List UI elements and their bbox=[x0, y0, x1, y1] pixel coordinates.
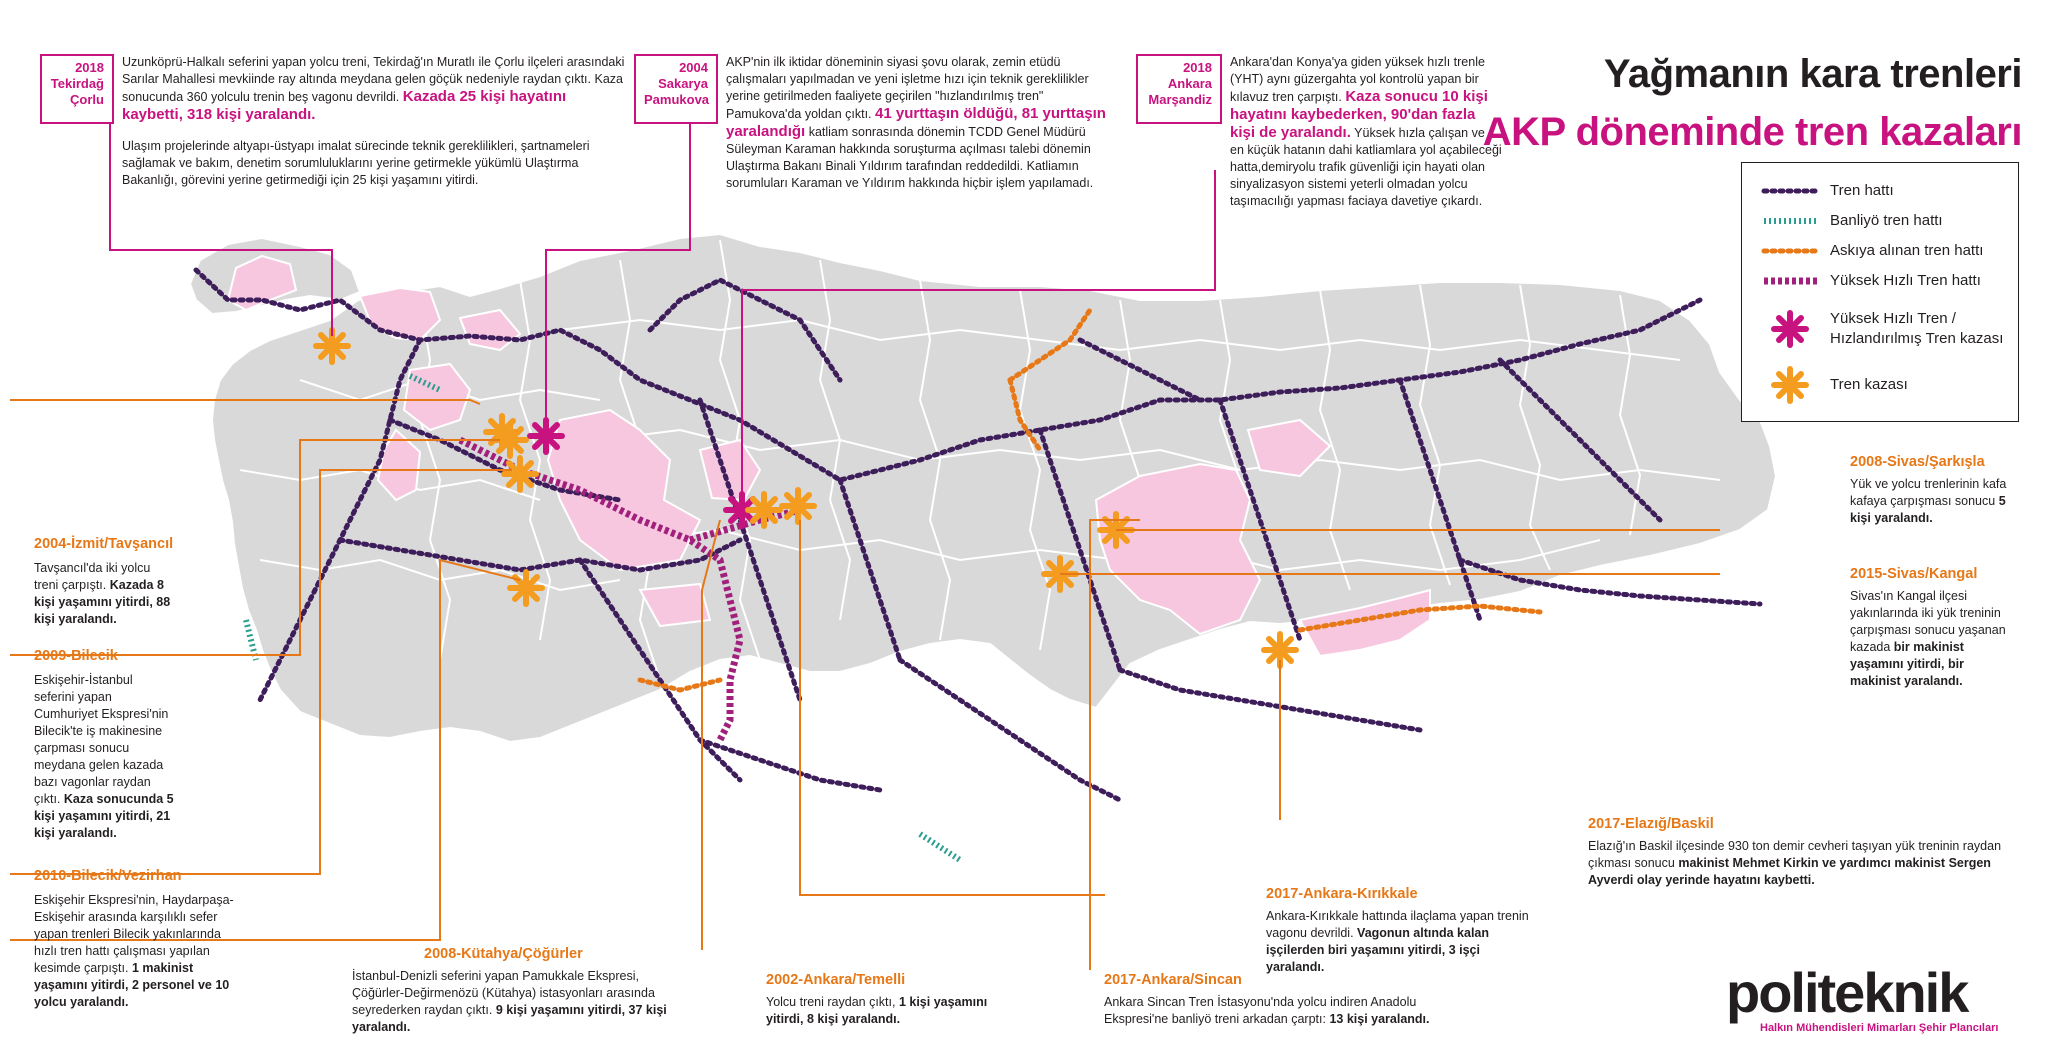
elazig-text bbox=[1588, 838, 2018, 889]
sarkisla-text bbox=[1850, 476, 2010, 527]
temelli-title: 2002-Ankara/Temelli bbox=[766, 972, 906, 988]
izmit-description: Tavşancıl'da iki yolcu treni çarpıştı. bbox=[34, 561, 151, 592]
kangal-title: 2015-Sivas/Kangal bbox=[1850, 566, 1978, 582]
brand-subtitle: Halkın Mühendisleri Mimarları Şehir Plancıları bbox=[1760, 1022, 1999, 1034]
callout-corlu-label bbox=[40, 54, 114, 124]
map-legend bbox=[1741, 162, 2019, 422]
elazig-casualties: makinist Mehmet Kirkin ve yardımcı makinist Sergen Ayverdi olay yerinde hayatını kaybetti. bbox=[1588, 856, 1991, 887]
legend-label-high-speed: Yüksek Hızlı Tren hattı bbox=[1830, 272, 1981, 289]
vezirhan-title: 2010-Bilecik/Vezirhan bbox=[34, 868, 182, 884]
legend-label-high-speed-accident-line2: Hızlandırılmış Tren kazası bbox=[1830, 330, 2004, 347]
accident-icon-bilecik bbox=[504, 458, 536, 490]
callout-pamukova-paragraph1: AKP'nin ilk iktidar döneminin siyasi şovu olarak, zemin etüdü çalışmaları yapılmadan ve yeni işletme hızı için teknik gereklilikler yerine getirilmeden faaliyete geçirilen "hızlandırılmış tren" Pamukova'da yoldan çıktı. bbox=[726, 55, 1089, 121]
sarkisla-description: Yük ve yolcu trenlerinin kafa kafaya çarpışması sonucu bbox=[1850, 477, 2007, 508]
callout-marsandiz-text bbox=[1230, 54, 1502, 210]
accident-icon bbox=[1774, 369, 1806, 401]
callout-marsandiz-place1: Ankara bbox=[1167, 76, 1212, 91]
sarkisla-casualties: 5 kişi yaralandı. bbox=[1850, 494, 2006, 525]
callout-marsandiz-place2: Marşandiz bbox=[1148, 92, 1212, 107]
izmit-casualties: Kazada 8 kişi yaşamını yitirdi, 88 kişi yaralandı. bbox=[34, 578, 171, 626]
sincan-casualties: 13 kişi yaralandı. bbox=[1329, 1012, 1430, 1026]
kirikkale-description: Ankara-Kırıkkale hattında ilaçlama yapan trenin vagonu devrildi. bbox=[1266, 909, 1529, 940]
legend-label-suspended: Askıya alınan tren hattı bbox=[1830, 242, 1984, 259]
legend-label-suburban: Banliyö tren hattı bbox=[1830, 212, 1943, 229]
legend-label-rail: Tren hattı bbox=[1830, 182, 1894, 199]
callout-marsandiz-paragraph2: Yüksek hızla çalışan ve en küçük hatanın dahi katliamlara yol açabileceği hatta,demiryolu trafik güvenliği için hayati olan sinyalizasyon sistemi yeterli olmadan yolcu taşımacılığı yapması faciaya davetiye çıkardı. bbox=[1230, 126, 1502, 208]
accident-icon-kirikkale bbox=[782, 490, 814, 522]
legend-label-high-speed-accident bbox=[1830, 309, 2003, 349]
vezirhan-description: Eskişehir Ekspresi'nin, Haydarpaşa- Eskişehir arasında karşılıklı sefer yapan trenleri Bilecik yakınlarında hızlı tren hattı çalışması yapılan kesimde çarpıştı. bbox=[34, 893, 234, 975]
kirikkale-text bbox=[1266, 908, 1538, 976]
callout-corlu-text bbox=[122, 54, 630, 189]
callout-corlu-place1: Tekirdağ bbox=[50, 76, 104, 91]
brand-logo: politeknik bbox=[1726, 961, 1968, 1024]
kangal-text bbox=[1850, 588, 2018, 690]
kangal-casualties: bir makinist yaşamını yitirdi, bir makinist yaralandı. bbox=[1850, 640, 1964, 688]
temelli-text bbox=[766, 994, 996, 1028]
callout-marsandiz-label bbox=[1136, 54, 1222, 124]
kutahya-title: 2008-Kütahya/Çöğürler bbox=[424, 946, 583, 962]
accident-icon-vezirhan bbox=[486, 416, 518, 448]
bilecik-text bbox=[34, 672, 174, 842]
callout-pamukova-year: 2004 bbox=[679, 60, 708, 75]
vezirhan-casualties: 1 makinist yaşamını yitirdi, 2 personel ve 10 yolcu yaralandı. bbox=[34, 961, 230, 1009]
callout-corlu-year: 2018 bbox=[75, 60, 104, 75]
callout-pamukova-highlight: 41 yurttaşın öldüğü, 81 yurttaşın yaralandığı bbox=[726, 105, 1106, 140]
temelli-casualties: 1 kişi yaşamını yitirdi, 8 kişi yaralandı. bbox=[766, 995, 988, 1026]
sincan-text bbox=[1104, 994, 1462, 1028]
accident-icon-kutahya bbox=[510, 572, 542, 604]
temelli-description: Yolcu treni raydan çıktı, bbox=[766, 995, 896, 1009]
legend-label-accident: Tren kazası bbox=[1830, 376, 1908, 393]
callout-corlu-highlight: Kazada 25 kişi hayatını kaybetti, 318 kişi yaralandı. bbox=[122, 88, 567, 123]
main-title: Yağmanın kara trenleri bbox=[1603, 52, 2022, 96]
izmit-title: 2004-İzmit/Tavşancıl bbox=[34, 536, 174, 552]
bilecik-description: Eskişehir-İstanbul seferini yapan Cumhuriyet Ekspresi'nin Bilecik'te iş makinesine çarpması sonucu meydana gelen kazada bazı vagonlar raydan çıktı. bbox=[34, 673, 169, 806]
vezirhan-text bbox=[34, 892, 240, 1011]
callout-corlu-paragraph2: Ulaşım projelerinde altyapı-üstyapı imalat sürecinde teknik gereklilikleri, şartnameleri sağlamak ve bakım, denetim sorumluluklarını yerine getirmekle yükümlü Ulaştırma Bakanlığı, görevini yerine getirmediği için 25 kişi yaşamını yitirdi. bbox=[122, 139, 590, 187]
callout-corlu-paragraph1: Uzunköprü-Halkalı seferini yapan yolcu treni, Tekirdağ'ın Muratlı ile Çorlu ilçeleri arasındaki Sarılar Mahallesi mevkiinde ray altında meydana gelen göçük nedeniyle raydan çıktı. Kaza sonucunda 360 yolculu trenin beş vagonu devrildi. bbox=[122, 55, 625, 104]
callout-marsandiz-highlight: Kaza sonucu 10 kişi hayatını kaybederken, 90'dan fazla kişi de yaralandı. bbox=[1230, 88, 1488, 141]
kirikkale-casualties: Vagonun altında kalan işçilerden biri yaşamını yitirdi, 3 işçi yaralandı. bbox=[1266, 926, 1490, 974]
high-speed-accident-icon-pamukova bbox=[530, 420, 562, 452]
kutahya-description: İstanbul-Denizli seferini yapan Pamukkale Ekspresi, Çöğürler-Değirmenözü (Kütahya) istasyonları arasında seyrederken raydan çıktı. bbox=[352, 969, 655, 1017]
callout-pamukova-text bbox=[726, 54, 1116, 192]
kutahya-casualties: 9 kişi yaşamını yitirdi, 37 kişi yaralandı. bbox=[352, 1003, 667, 1034]
kutahya-text bbox=[352, 968, 670, 1036]
sincan-title: 2017-Ankara/Sincan bbox=[1104, 972, 1242, 988]
callout-marsandiz-year: 2018 bbox=[1183, 60, 1212, 75]
accident-icon-temelli bbox=[748, 494, 780, 526]
izmit-text bbox=[34, 560, 174, 628]
bilecik-casualties: Kaza sonucunda 5 kişi yaşamını yitirdi, 21 kişi yaralandı. bbox=[34, 792, 174, 840]
elazig-description: Elazığ'ın Baskil ilçesinde 930 ton demir cevheri taşıyan yük treninin raydan çıkması sonucu bbox=[1588, 839, 2002, 870]
main-subtitle: AKP döneminde tren kazaları bbox=[1482, 110, 2022, 154]
callout-marsandiz-paragraph1: Ankara'dan Konya'ya giden yüksek hızlı trenle (YHT) aynı güzergahta yol kontrolü yapan bir kılavuz tren çarpıştı. bbox=[1230, 55, 1485, 104]
sarkisla-title: 2008-Sivas/Şarkışla bbox=[1850, 454, 1985, 470]
callout-pamukova-place1: Sakarya bbox=[658, 76, 708, 91]
anatolia-land bbox=[212, 234, 1776, 742]
callout-pamukova-paragraph2: katliam sonrasında dönemin TCDD Genel Müdürü Süleyman Karaman hakkında soruşturma açılması talebi dönemin Ulaştırma Bakanı Binali Yıldırım tarafından reddedildi. Katliamın sorumluları Karaman ve Yıldırım hakkında hiçbir işlem yapılamadı. bbox=[726, 125, 1094, 190]
kangal-description: Sivas'ın Kangal ilçesi yakınlarında iki yük treninin çarpışması sonucu yaşanan kazada bbox=[1850, 589, 2006, 654]
legend-label-high-speed-accident-line1: Yüksek Hızlı Tren / bbox=[1830, 310, 1956, 327]
elazig-title: 2017-Elazığ/Baskil bbox=[1588, 816, 1714, 832]
callout-pamukova-place2: Pamukova bbox=[644, 92, 710, 107]
sincan-description: Ankara Sincan Tren İstasyonu'nda yolcu indiren Anadolu Ekspresi'ne banliyö treni arkadan çarptı: bbox=[1104, 995, 1417, 1026]
callout-corlu-place2: Çorlu bbox=[70, 92, 104, 107]
callout-pamukova-label bbox=[634, 54, 718, 124]
kirikkale-title: 2017-Ankara-Kırıkkale bbox=[1266, 886, 1418, 902]
bilecik-title: 2009-Bilecik bbox=[34, 648, 118, 664]
high-speed-accident-icon bbox=[1774, 313, 1806, 345]
